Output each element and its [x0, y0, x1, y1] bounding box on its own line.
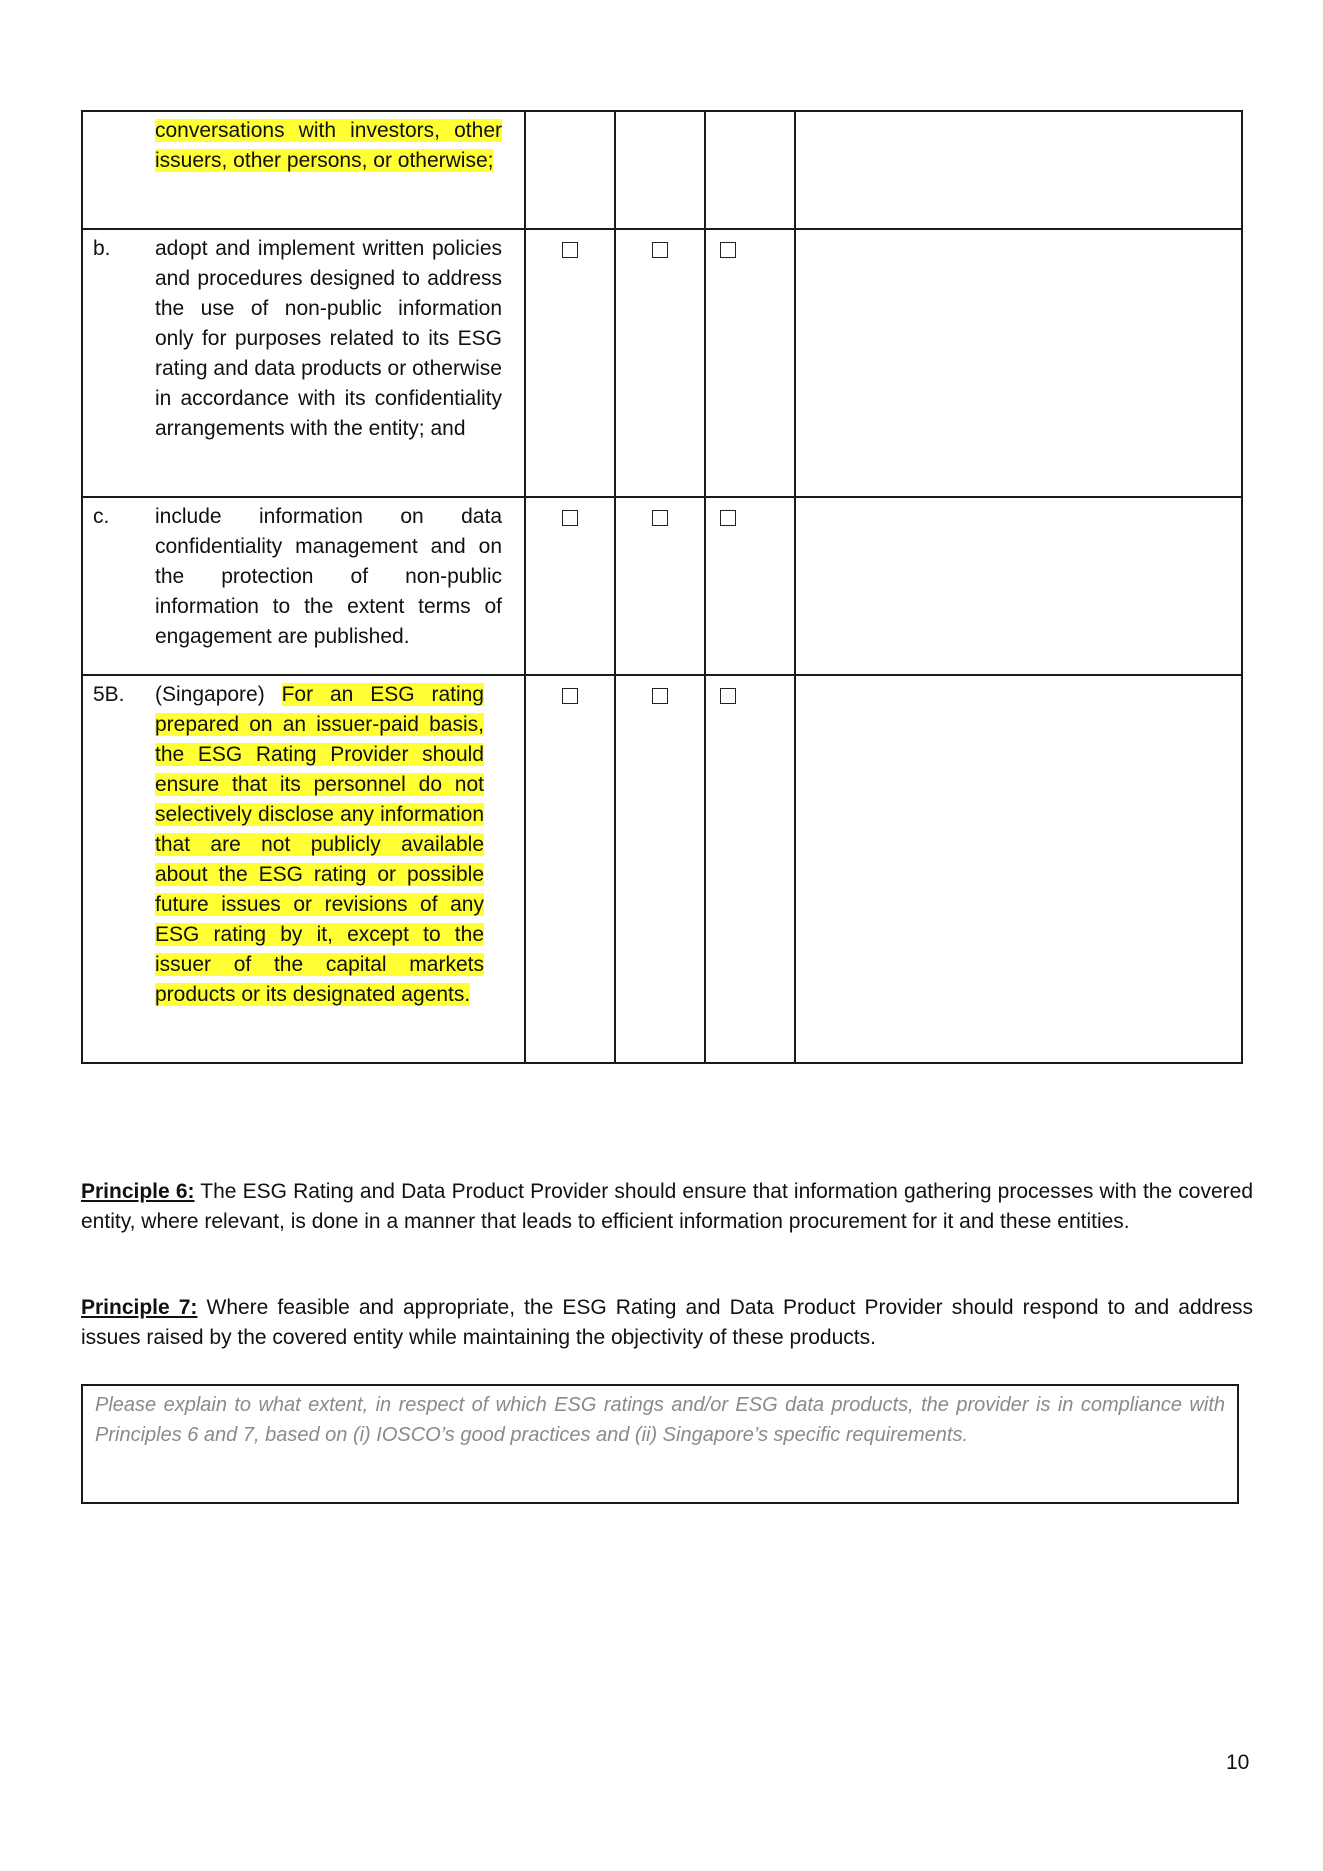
highlighted-text: For an ESG rating prepared on an issuer-paid basis, the ESG Rating Provider should ensure that its personnel do not selectively disclose any information that are not publicly available about the ESG rating or possible future issues or revisions of any ESG rating by it, except to the issuer of the capital markets products or its designated agents.: [155, 683, 484, 1006]
principle-7-text: Where feasible and appropriate, the ESG Rating and Data Product Provider should respond to and address issues raised by the covered entity while maintaining the objectivity of these products.: [81, 1296, 1253, 1349]
checkbox-cell: [615, 497, 705, 675]
checkbox-cell: [525, 675, 615, 1063]
checkbox[interactable]: [652, 242, 668, 258]
checkbox[interactable]: [562, 242, 578, 258]
checkbox[interactable]: [562, 688, 578, 704]
principle-7-title: Principle 7:: [81, 1296, 198, 1319]
compliance-table: [81, 110, 1243, 1064]
blank-cell: [525, 111, 615, 229]
highlighted-text: conversations with investors, other issuers, other persons, or otherwise;: [155, 119, 502, 172]
item-text: [155, 116, 502, 188]
item-cell: [82, 675, 525, 1063]
item-label: c.: [93, 505, 110, 528]
principle-6-title: Principle 6:: [81, 1180, 195, 1203]
comment-cell[interactable]: [795, 229, 1242, 497]
explanation-text-box[interactable]: [81, 1384, 1239, 1504]
table-row: [82, 111, 1242, 229]
item-text: [155, 502, 502, 664]
checkbox[interactable]: [652, 510, 668, 526]
checkbox[interactable]: [720, 688, 736, 704]
checkbox[interactable]: [652, 688, 668, 704]
item-text: [155, 680, 484, 1022]
comment-cell[interactable]: [795, 497, 1242, 675]
checkbox-cell: [705, 675, 795, 1063]
checkbox-cell: [525, 229, 615, 497]
table-row: [82, 497, 1242, 675]
table-row: [82, 675, 1242, 1063]
checkbox[interactable]: [720, 242, 736, 258]
comment-cell[interactable]: [795, 675, 1242, 1063]
blank-cell: [705, 111, 795, 229]
table-row: [82, 229, 1242, 497]
page-number: 10: [1226, 1751, 1250, 1774]
checkbox-cell: [705, 497, 795, 675]
item-body-text: adopt and implement written policies and procedures designed to address the use of non-public information only for purposes related to its ESG rating and data products or otherwise in accordance with its confidentiality arrangements with the entity; and: [155, 237, 502, 440]
item-prefix-text: (Singapore): [155, 683, 282, 706]
explanation-placeholder: Please explain to what extent, in respect of which ESG ratings and/or ESG data products, the provider is in compliance with Principles 6 and 7, based on (i) IOSCO’s good practices and (ii) Singapore’s specific requirements.: [95, 1394, 1225, 1446]
item-body-text: include information on data confidentiality management and on the protection of non-public information to the extent terms of engagement are published.: [155, 505, 502, 648]
principle-7-paragraph: [81, 1293, 1253, 1353]
principle-6-paragraph: [81, 1177, 1253, 1237]
checkbox-cell: [615, 675, 705, 1063]
comment-cell[interactable]: [795, 111, 1242, 229]
item-label: 5B.: [93, 683, 125, 706]
checkbox-cell: [525, 497, 615, 675]
principle-6-text: The ESG Rating and Data Product Provider should ensure that information gathering processes with the covered entity, where relevant, is done in a manner that leads to efficient information procurement for it and these entities.: [81, 1180, 1254, 1233]
checkbox[interactable]: [720, 510, 736, 526]
item-cell: [82, 229, 525, 497]
blank-cell: [615, 111, 705, 229]
checkbox-cell: [705, 229, 795, 497]
checkbox-cell: [615, 229, 705, 497]
checkbox[interactable]: [562, 510, 578, 526]
item-label: b.: [93, 237, 111, 260]
item-text: [155, 234, 502, 456]
item-cell: [82, 111, 525, 229]
item-cell: [82, 497, 525, 675]
